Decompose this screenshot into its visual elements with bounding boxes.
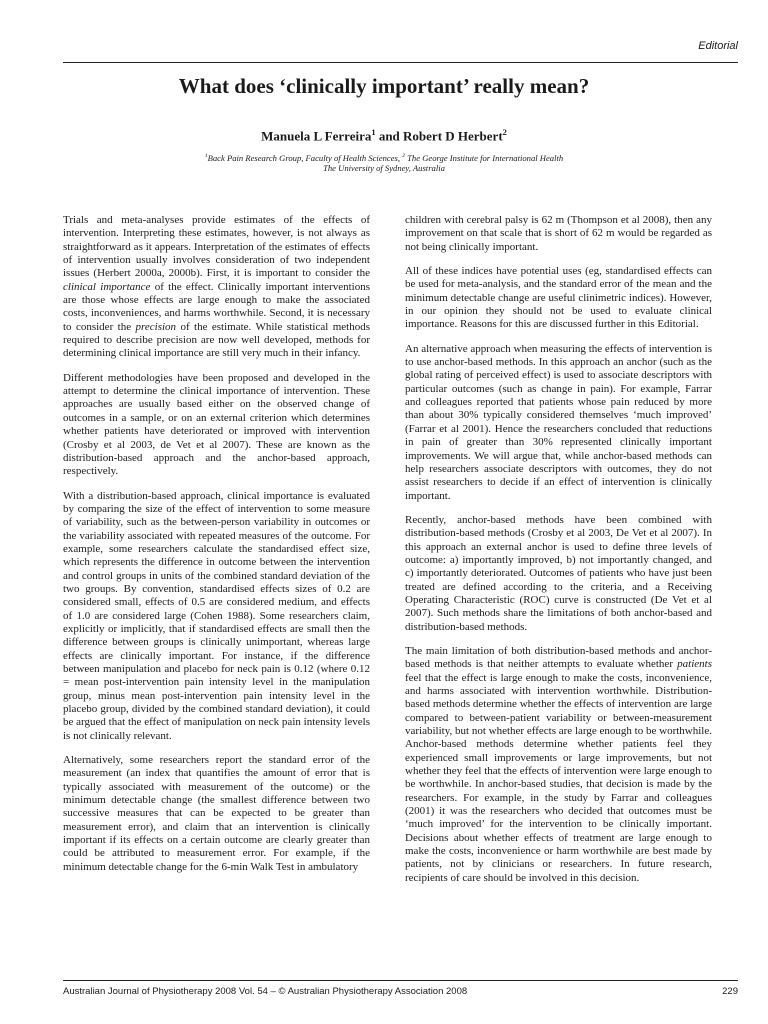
author-1-affil: 1 (371, 127, 376, 137)
author-1: Manuela L Ferreira (261, 128, 372, 144)
paragraph: Alternatively, some researchers report the standard error of the measurement (an index that quantifies the amount of error that is typically associated with measurement of the outcome) or the minimum detectable change (the smallest difference between two successive measures that can be expected to be greater than measurement error), and claim that an intervention is clinically important if its effects on a certain outcome are clearly greater than could be attributed to measurement error. For example, if the minimum detectable change for the 6-min Walk Test in ambulatory (63, 754, 370, 873)
journal-citation: Australian Journal of Physiotherapy 2008 Vol. 54 – © Australian Physiotherapy Association 2008 (63, 986, 468, 997)
header-rule (63, 62, 738, 63)
author-2: Robert D Herbert (403, 128, 503, 144)
affiliation-line-2: The University of Sydney, Australia (323, 162, 445, 173)
affil-sup-2: 2 (402, 153, 405, 159)
text: of the effect. Clinically important interventions are those whose effects are large enough to make the associated costs, inconveniences, and harms worthwhile. Second, it is necessary to consider the (63, 280, 370, 333)
text: of the estimate. While statistical methods required to describe precision are now well developed, methods for determining clinical importance are still very much in their infancy. (63, 320, 370, 360)
footer-rule (63, 980, 738, 981)
article-title: What does ‘clinically important’ really mean? (178, 74, 590, 98)
paragraph: Different methodologies have been proposed and developed in the attempt to determine the clinical importance of intervention. These approaches are usually based either on the observed change of outcomes in a sample, or on an external criterion which determines whether patients have deteriorated or improved with intervention (Crosby et al 2003, de Vet et al 2007). These are known as the distribution-based approach and the anchor-based approach, respectively. (63, 371, 370, 478)
paragraph: All of these indices have potential uses (eg, standardised effects can be used for meta-analysis, and the standard error of the mean and the minimum detectable change are useful clinimetric indices). However, in our opinion they should not be used to evaluate clinical importance. Reasons for this are discussed further in this Editorial. (405, 265, 712, 331)
paragraph: An alternative approach when measuring the effects of intervention is to use anchor-based methods. In this approach an anchor (such as the global rating of perceived effect) is used to associate descriptors with particular outcomes (such as change in pain). For example, Farrar and colleagues reported that patients whose pain reduced by more than about 30% typically considered themselves ‘much improved’ (Farrar et al 2001). Hence the researchers concluded that reductions in pain of greater than 30% represented clinically important improvements. We will argue that, while anchor-based methods can help researchers associate descriptors with outcomes, they do not assist researchers to decide if an effect of intervention is clinically important. (405, 342, 712, 502)
text: feel that the effect is large enough to make the costs, inconvenience, and harms associated with intervention worthwhile. Distribution-based methods determine whether the effects of intervention are large compared to between-patient variability or between-measurement variability, but not whether effects are large enough to be worthwhile. Anchor-based methods determine whether patients feel they experienced small improvements or large improvements, but not whether they feel that the effects of intervention were large enough to be worthwhile. In anchor-based studies, that decision is made by the researchers. For example, in the study by Farrar and colleagues (2001) it was the researchers who decided that outcomes must be ‘much improved’ for the intervention to be clinically important. Decisions about whether effects of treatment are large enough to make the costs, inconvenience or harm worthwhile are best made by patients, not by clinicians or researchers. In future research, recipients of care should be involved in this decision. (405, 671, 712, 884)
paragraph: children with cerebral palsy is 62 m (Thompson et al 2008), then any improvement on that scale that is short of 62 m would be regarded as not being clinically important. (405, 214, 712, 253)
text: The main limitation of both distribution-based methods and anchor-based methods is that neither attempts to evaluate whether (405, 644, 712, 671)
text: Trials and meta-analyses provide estimates of the effects of intervention. Interpreting these estimates, however, is not always as straightforward as it appears. Interpretation of the estimates of effects of intervention usually involves consideration of two independent issues (Herbert 2000a, 2000b). First, it is important to consider the (63, 214, 370, 280)
affil-text-1: Back Pain Research Group, Faculty of Health Sciences, (207, 152, 403, 163)
author-conjunction: and (375, 128, 404, 144)
author-line (0, 127, 768, 144)
emphasis: patients (677, 658, 712, 671)
emphasis: precision (135, 320, 177, 333)
affil-text-2: The George Institute for International Health (405, 152, 564, 163)
paragraph (63, 214, 370, 361)
emphasis: clinical importance (63, 280, 151, 293)
page-footer (63, 986, 738, 997)
page-number: 229 (722, 986, 738, 997)
paragraph (405, 645, 712, 885)
affil-sup-1: 1 (204, 153, 208, 159)
affiliations (0, 151, 768, 173)
paragraph: Recently, anchor-based methods have been combined with distribution-based methods (Crosby et al 2003, De Vet et al 2007). In this approach an external anchor is used to define three levels of outcome: a) importantly improved, b) not importantly changed, and c) importantly deteriorated. Outcomes of patients who have just been treated are defined according to the criteria, and a Receiving Operating Characteristic (ROC) curve is constructed (De Vet et al 2007). Such methods share the limitations of both anchor-based and distribution-based methods. (405, 513, 712, 633)
section-label: Editorial (698, 40, 738, 52)
right-column (405, 214, 712, 896)
left-column (63, 214, 370, 885)
affiliation-line-1 (0, 151, 768, 163)
paragraph: With a distribution-based approach, clinical importance is evaluated by comparing the size of the effect of intervention to some measure of variability, such as the between-person variability in outcomes or the variability associated with repeated measures of the outcome. For example, some researchers calculate the standardised effect size, which represents the difference in outcome between the intervention and control groups in units of the combined standard deviation of the two groups. By convention, standardised effects sizes of 0.2 are considered small, effects of 0.5 are considered medium, and effects of 1.0 are considered large (Cohen 1988). Some researchers claim, explicitly or implicitly, that if standardised effects are small then the difference between groups is clinically unimportant, whereas large effects are clinically important. For instance, if the difference between manipulation and placebo for neck pain is 0.12 (where 0.12 = mean post-intervention pain intensity level in the manipulation group, minus mean post-intervention pain intensity level in the placebo group, divided by the combined standard deviation), it could be argued that the effect of manipulation on neck pain intensity levels is not clinically relevant. (63, 489, 370, 742)
author-2-affil: 2 (502, 127, 507, 137)
